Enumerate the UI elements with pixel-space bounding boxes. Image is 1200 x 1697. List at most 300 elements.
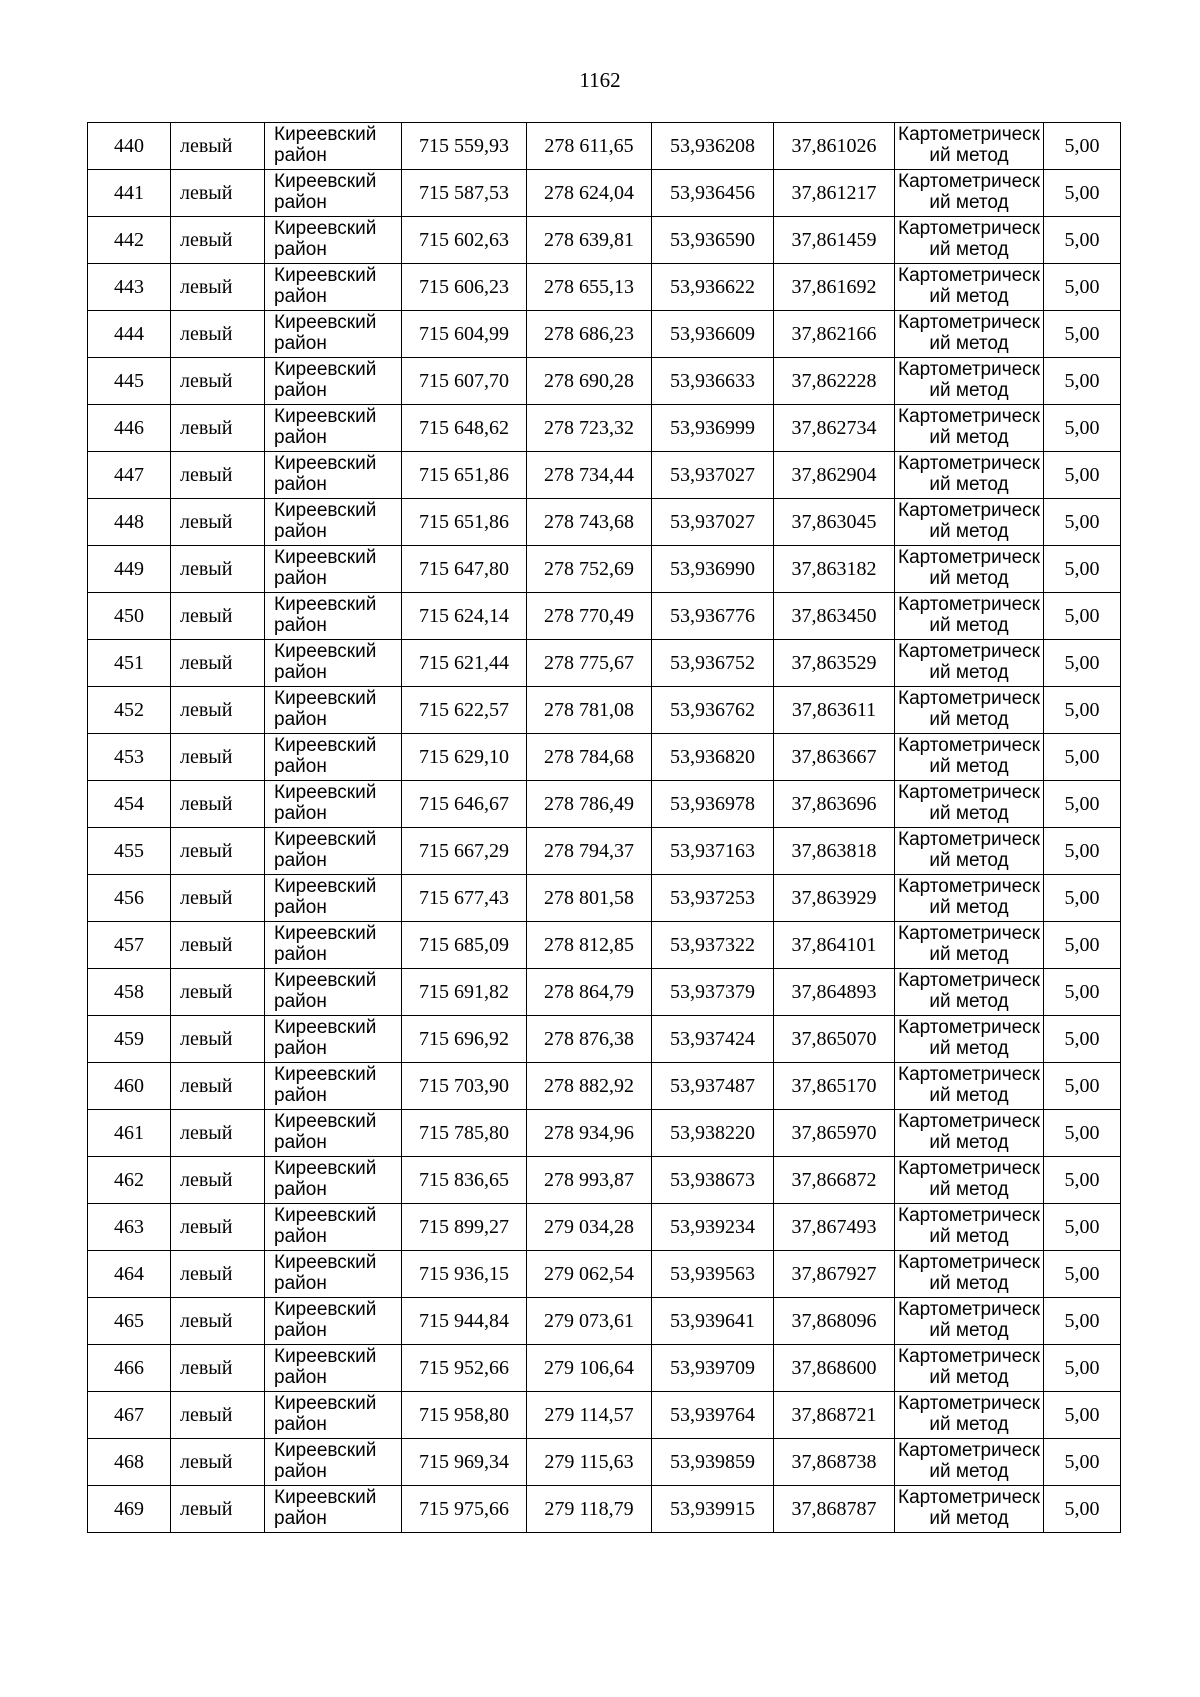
district-cell: Киреевский район [265,217,402,264]
district-cell: Киреевский район [265,781,402,828]
coord-y-cell: 278 775,67 [527,640,652,687]
error-cell: 5,00 [1044,875,1121,922]
coord-y-cell: 278 770,49 [527,593,652,640]
longitude-cell: 37,865970 [774,1110,895,1157]
latitude-cell: 53,938220 [652,1110,774,1157]
method-cell: Картометрическ ий метод [895,1016,1044,1063]
method-cell: Картометрическ ий метод [895,734,1044,781]
latitude-cell: 53,939641 [652,1298,774,1345]
district-cell: Киреевский район [265,264,402,311]
longitude-cell: 37,862734 [774,405,895,452]
bank-side-cell: левый [171,170,265,217]
method-cell: Картометрическ ий метод [895,969,1044,1016]
longitude-cell: 37,863182 [774,546,895,593]
point-number-cell: 453 [88,734,171,781]
table-row [88,1298,1121,1345]
coord-y-cell: 278 876,38 [527,1016,652,1063]
bank-side-cell: левый [171,734,265,781]
coord-y-cell: 278 655,13 [527,264,652,311]
coord-y-cell: 278 784,68 [527,734,652,781]
coord-x-cell: 715 602,63 [402,217,527,264]
method-cell: Картометрическ ий метод [895,922,1044,969]
coord-y-cell: 278 786,49 [527,781,652,828]
error-cell: 5,00 [1044,1392,1121,1439]
error-cell: 5,00 [1044,123,1121,170]
point-number-cell: 469 [88,1486,171,1533]
point-number-cell: 457 [88,922,171,969]
table-row [88,1251,1121,1298]
method-cell: Картометрическ ий метод [895,1486,1044,1533]
latitude-cell: 53,939563 [652,1251,774,1298]
table-row [88,217,1121,264]
district-cell: Киреевский район [265,1345,402,1392]
longitude-cell: 37,863611 [774,687,895,734]
method-cell: Картометрическ ий метод [895,1110,1044,1157]
district-cell: Киреевский район [265,546,402,593]
longitude-cell: 37,862228 [774,358,895,405]
bank-side-cell: левый [171,1439,265,1486]
bank-side-cell: левый [171,687,265,734]
coord-x-cell: 715 622,57 [402,687,527,734]
coordinates-table [87,122,1121,1533]
longitude-cell: 37,861217 [774,170,895,217]
latitude-cell: 53,937253 [652,875,774,922]
district-cell: Киреевский район [265,311,402,358]
coord-x-cell: 715 785,80 [402,1110,527,1157]
coord-x-cell: 715 587,53 [402,170,527,217]
method-cell: Картометрическ ий метод [895,1157,1044,1204]
district-cell: Киреевский район [265,405,402,452]
table-row [88,170,1121,217]
coord-x-cell: 715 651,86 [402,452,527,499]
table-body [88,123,1121,1533]
error-cell: 5,00 [1044,1251,1121,1298]
longitude-cell: 37,864101 [774,922,895,969]
latitude-cell: 53,937487 [652,1063,774,1110]
bank-side-cell: левый [171,969,265,1016]
coord-y-cell: 279 073,61 [527,1298,652,1345]
method-cell: Картометрическ ий метод [895,1345,1044,1392]
error-cell: 5,00 [1044,1298,1121,1345]
longitude-cell: 37,863929 [774,875,895,922]
latitude-cell: 53,936622 [652,264,774,311]
error-cell: 5,00 [1044,781,1121,828]
table-row [88,1016,1121,1063]
method-cell: Картометрическ ий метод [895,170,1044,217]
method-cell: Картометрическ ий метод [895,593,1044,640]
table-row [88,781,1121,828]
coord-y-cell: 278 882,92 [527,1063,652,1110]
method-cell: Картометрическ ий метод [895,1251,1044,1298]
latitude-cell: 53,936762 [652,687,774,734]
point-number-cell: 459 [88,1016,171,1063]
latitude-cell: 53,936590 [652,217,774,264]
coord-y-cell: 279 034,28 [527,1204,652,1251]
error-cell: 5,00 [1044,358,1121,405]
longitude-cell: 37,862904 [774,452,895,499]
point-number-cell: 468 [88,1439,171,1486]
point-number-cell: 463 [88,1204,171,1251]
coord-y-cell: 279 115,63 [527,1439,652,1486]
district-cell: Киреевский район [265,969,402,1016]
bank-side-cell: левый [171,1016,265,1063]
longitude-cell: 37,861459 [774,217,895,264]
bank-side-cell: левый [171,546,265,593]
latitude-cell: 53,937424 [652,1016,774,1063]
longitude-cell: 37,862166 [774,311,895,358]
error-cell: 5,00 [1044,640,1121,687]
table-row [88,969,1121,1016]
coord-x-cell: 715 624,14 [402,593,527,640]
bank-side-cell: левый [171,123,265,170]
district-cell: Киреевский район [265,734,402,781]
point-number-cell: 455 [88,828,171,875]
bank-side-cell: левый [171,1204,265,1251]
method-cell: Картометрическ ий метод [895,1439,1044,1486]
district-cell: Киреевский район [265,828,402,875]
method-cell: Картометрическ ий метод [895,405,1044,452]
district-cell: Киреевский район [265,593,402,640]
table-row [88,1204,1121,1251]
coord-x-cell: 715 969,34 [402,1439,527,1486]
district-cell: Киреевский район [265,1439,402,1486]
latitude-cell: 53,937163 [652,828,774,875]
error-cell: 5,00 [1044,170,1121,217]
coord-y-cell: 278 864,79 [527,969,652,1016]
coord-y-cell: 278 690,28 [527,358,652,405]
point-number-cell: 440 [88,123,171,170]
table-row [88,452,1121,499]
longitude-cell: 37,863529 [774,640,895,687]
bank-side-cell: левый [171,1392,265,1439]
longitude-cell: 37,864893 [774,969,895,1016]
coord-x-cell: 715 944,84 [402,1298,527,1345]
longitude-cell: 37,863818 [774,828,895,875]
point-number-cell: 466 [88,1345,171,1392]
coord-y-cell: 278 794,37 [527,828,652,875]
error-cell: 5,00 [1044,1110,1121,1157]
error-cell: 5,00 [1044,1204,1121,1251]
method-cell: Картометрическ ий метод [895,217,1044,264]
bank-side-cell: левый [171,499,265,546]
longitude-cell: 37,868787 [774,1486,895,1533]
point-number-cell: 462 [88,1157,171,1204]
longitude-cell: 37,866872 [774,1157,895,1204]
table-row [88,1439,1121,1486]
coord-y-cell: 278 734,44 [527,452,652,499]
error-cell: 5,00 [1044,405,1121,452]
table-row [88,593,1121,640]
table-row [88,1157,1121,1204]
latitude-cell: 53,936456 [652,170,774,217]
point-number-cell: 461 [88,1110,171,1157]
error-cell: 5,00 [1044,593,1121,640]
coord-x-cell: 715 651,86 [402,499,527,546]
table-row [88,1392,1121,1439]
method-cell: Картометрическ ий метод [895,546,1044,593]
method-cell: Картометрическ ий метод [895,499,1044,546]
point-number-cell: 448 [88,499,171,546]
bank-side-cell: левый [171,452,265,499]
coord-x-cell: 715 646,67 [402,781,527,828]
method-cell: Картометрическ ий метод [895,781,1044,828]
bank-side-cell: левый [171,311,265,358]
latitude-cell: 53,936999 [652,405,774,452]
bank-side-cell: левый [171,405,265,452]
coord-x-cell: 715 958,80 [402,1392,527,1439]
coord-x-cell: 715 677,43 [402,875,527,922]
latitude-cell: 53,939709 [652,1345,774,1392]
table-row [88,123,1121,170]
point-number-cell: 451 [88,640,171,687]
error-cell: 5,00 [1044,264,1121,311]
coord-y-cell: 278 781,08 [527,687,652,734]
longitude-cell: 37,861692 [774,264,895,311]
error-cell: 5,00 [1044,969,1121,1016]
district-cell: Киреевский район [265,1110,402,1157]
table-row [88,546,1121,593]
method-cell: Картометрическ ий метод [895,264,1044,311]
longitude-cell: 37,868096 [774,1298,895,1345]
latitude-cell: 53,937027 [652,452,774,499]
table-row [88,828,1121,875]
coord-y-cell: 279 106,64 [527,1345,652,1392]
coord-x-cell: 715 606,23 [402,264,527,311]
table-row [88,640,1121,687]
method-cell: Картометрическ ий метод [895,311,1044,358]
coord-x-cell: 715 703,90 [402,1063,527,1110]
bank-side-cell: левый [171,1157,265,1204]
error-cell: 5,00 [1044,546,1121,593]
district-cell: Киреевский район [265,922,402,969]
latitude-cell: 53,939859 [652,1439,774,1486]
coord-x-cell: 715 607,70 [402,358,527,405]
table-row [88,1063,1121,1110]
table-row [88,264,1121,311]
district-cell: Киреевский район [265,640,402,687]
point-number-cell: 452 [88,687,171,734]
error-cell: 5,00 [1044,734,1121,781]
coord-y-cell: 279 118,79 [527,1486,652,1533]
coord-x-cell: 715 696,92 [402,1016,527,1063]
latitude-cell: 53,939764 [652,1392,774,1439]
coord-x-cell: 715 685,09 [402,922,527,969]
table-row [88,1110,1121,1157]
district-cell: Киреевский район [265,452,402,499]
table-row [88,499,1121,546]
district-cell: Киреевский район [265,499,402,546]
coord-y-cell: 278 611,65 [527,123,652,170]
method-cell: Картометрическ ий метод [895,1063,1044,1110]
point-number-cell: 456 [88,875,171,922]
point-number-cell: 441 [88,170,171,217]
method-cell: Картометрическ ий метод [895,358,1044,405]
error-cell: 5,00 [1044,922,1121,969]
bank-side-cell: левый [171,1345,265,1392]
point-number-cell: 460 [88,1063,171,1110]
longitude-cell: 37,868721 [774,1392,895,1439]
latitude-cell: 53,936776 [652,593,774,640]
point-number-cell: 465 [88,1298,171,1345]
error-cell: 5,00 [1044,217,1121,264]
latitude-cell: 53,939915 [652,1486,774,1533]
point-number-cell: 443 [88,264,171,311]
latitude-cell: 53,938673 [652,1157,774,1204]
point-number-cell: 464 [88,1251,171,1298]
latitude-cell: 53,936978 [652,781,774,828]
method-cell: Картометрическ ий метод [895,452,1044,499]
district-cell: Киреевский район [265,1486,402,1533]
district-cell: Киреевский район [265,1016,402,1063]
coord-y-cell: 279 114,57 [527,1392,652,1439]
bank-side-cell: левый [171,217,265,264]
coord-y-cell: 278 752,69 [527,546,652,593]
coord-x-cell: 715 629,10 [402,734,527,781]
method-cell: Картометрическ ий метод [895,687,1044,734]
coord-x-cell: 715 648,62 [402,405,527,452]
longitude-cell: 37,868738 [774,1439,895,1486]
district-cell: Киреевский район [265,1392,402,1439]
error-cell: 5,00 [1044,1486,1121,1533]
district-cell: Киреевский район [265,1157,402,1204]
point-number-cell: 447 [88,452,171,499]
coord-y-cell: 278 934,96 [527,1110,652,1157]
district-cell: Киреевский район [265,1204,402,1251]
bank-side-cell: левый [171,358,265,405]
page-number: 1162 [579,68,621,92]
district-cell: Киреевский район [265,123,402,170]
bank-side-cell: левый [171,1486,265,1533]
coord-y-cell: 278 723,32 [527,405,652,452]
longitude-cell: 37,867493 [774,1204,895,1251]
coord-y-cell: 278 639,81 [527,217,652,264]
coord-y-cell: 278 743,68 [527,499,652,546]
error-cell: 5,00 [1044,1439,1121,1486]
latitude-cell: 53,936990 [652,546,774,593]
latitude-cell: 53,936820 [652,734,774,781]
coord-y-cell: 278 993,87 [527,1157,652,1204]
bank-side-cell: левый [171,922,265,969]
coord-x-cell: 715 604,99 [402,311,527,358]
latitude-cell: 53,937027 [652,499,774,546]
bank-side-cell: левый [171,1110,265,1157]
coord-x-cell: 715 667,29 [402,828,527,875]
coord-y-cell: 278 801,58 [527,875,652,922]
table-row [88,922,1121,969]
longitude-cell: 37,863696 [774,781,895,828]
method-cell: Картометрическ ий метод [895,1392,1044,1439]
error-cell: 5,00 [1044,1345,1121,1392]
latitude-cell: 53,936633 [652,358,774,405]
error-cell: 5,00 [1044,452,1121,499]
table-row [88,405,1121,452]
method-cell: Картометрическ ий метод [895,875,1044,922]
coord-y-cell: 278 812,85 [527,922,652,969]
longitude-cell: 37,863667 [774,734,895,781]
bank-side-cell: левый [171,1063,265,1110]
bank-side-cell: левый [171,781,265,828]
bank-side-cell: левый [171,264,265,311]
latitude-cell: 53,936752 [652,640,774,687]
table-row [88,1486,1121,1533]
error-cell: 5,00 [1044,1063,1121,1110]
district-cell: Киреевский район [265,170,402,217]
method-cell: Картометрическ ий метод [895,123,1044,170]
coord-x-cell: 715 836,65 [402,1157,527,1204]
table-row [88,311,1121,358]
district-cell: Киреевский район [265,358,402,405]
error-cell: 5,00 [1044,1016,1121,1063]
longitude-cell: 37,867927 [774,1251,895,1298]
longitude-cell: 37,868600 [774,1345,895,1392]
coord-y-cell: 279 062,54 [527,1251,652,1298]
coord-x-cell: 715 899,27 [402,1204,527,1251]
method-cell: Картометрическ ий метод [895,1298,1044,1345]
latitude-cell: 53,939234 [652,1204,774,1251]
district-cell: Киреевский район [265,1063,402,1110]
point-number-cell: 449 [88,546,171,593]
point-number-cell: 444 [88,311,171,358]
coord-x-cell: 715 952,66 [402,1345,527,1392]
bank-side-cell: левый [171,1251,265,1298]
latitude-cell: 53,937322 [652,922,774,969]
district-cell: Киреевский район [265,687,402,734]
method-cell: Картометрическ ий метод [895,640,1044,687]
longitude-cell: 37,865070 [774,1016,895,1063]
point-number-cell: 442 [88,217,171,264]
point-number-cell: 445 [88,358,171,405]
latitude-cell: 53,936208 [652,123,774,170]
error-cell: 5,00 [1044,311,1121,358]
coord-x-cell: 715 691,82 [402,969,527,1016]
longitude-cell: 37,861026 [774,123,895,170]
table-row [88,875,1121,922]
coord-x-cell: 715 647,80 [402,546,527,593]
longitude-cell: 37,865170 [774,1063,895,1110]
point-number-cell: 458 [88,969,171,1016]
error-cell: 5,00 [1044,1157,1121,1204]
latitude-cell: 53,937379 [652,969,774,1016]
coord-y-cell: 278 624,04 [527,170,652,217]
bank-side-cell: левый [171,875,265,922]
bank-side-cell: левый [171,1298,265,1345]
bank-side-cell: левый [171,828,265,875]
point-number-cell: 467 [88,1392,171,1439]
point-number-cell: 454 [88,781,171,828]
longitude-cell: 37,863045 [774,499,895,546]
bank-side-cell: левый [171,640,265,687]
point-number-cell: 446 [88,405,171,452]
method-cell: Картометрическ ий метод [895,1204,1044,1251]
coord-x-cell: 715 975,66 [402,1486,527,1533]
coord-x-cell: 715 936,15 [402,1251,527,1298]
table-row [88,734,1121,781]
latitude-cell: 53,936609 [652,311,774,358]
district-cell: Киреевский район [265,875,402,922]
method-cell: Картометрическ ий метод [895,828,1044,875]
point-number-cell: 450 [88,593,171,640]
coord-x-cell: 715 559,93 [402,123,527,170]
coord-y-cell: 278 686,23 [527,311,652,358]
bank-side-cell: левый [171,593,265,640]
error-cell: 5,00 [1044,687,1121,734]
table-row [88,358,1121,405]
table-row [88,687,1121,734]
error-cell: 5,00 [1044,828,1121,875]
district-cell: Киреевский район [265,1251,402,1298]
error-cell: 5,00 [1044,499,1121,546]
coord-x-cell: 715 621,44 [402,640,527,687]
